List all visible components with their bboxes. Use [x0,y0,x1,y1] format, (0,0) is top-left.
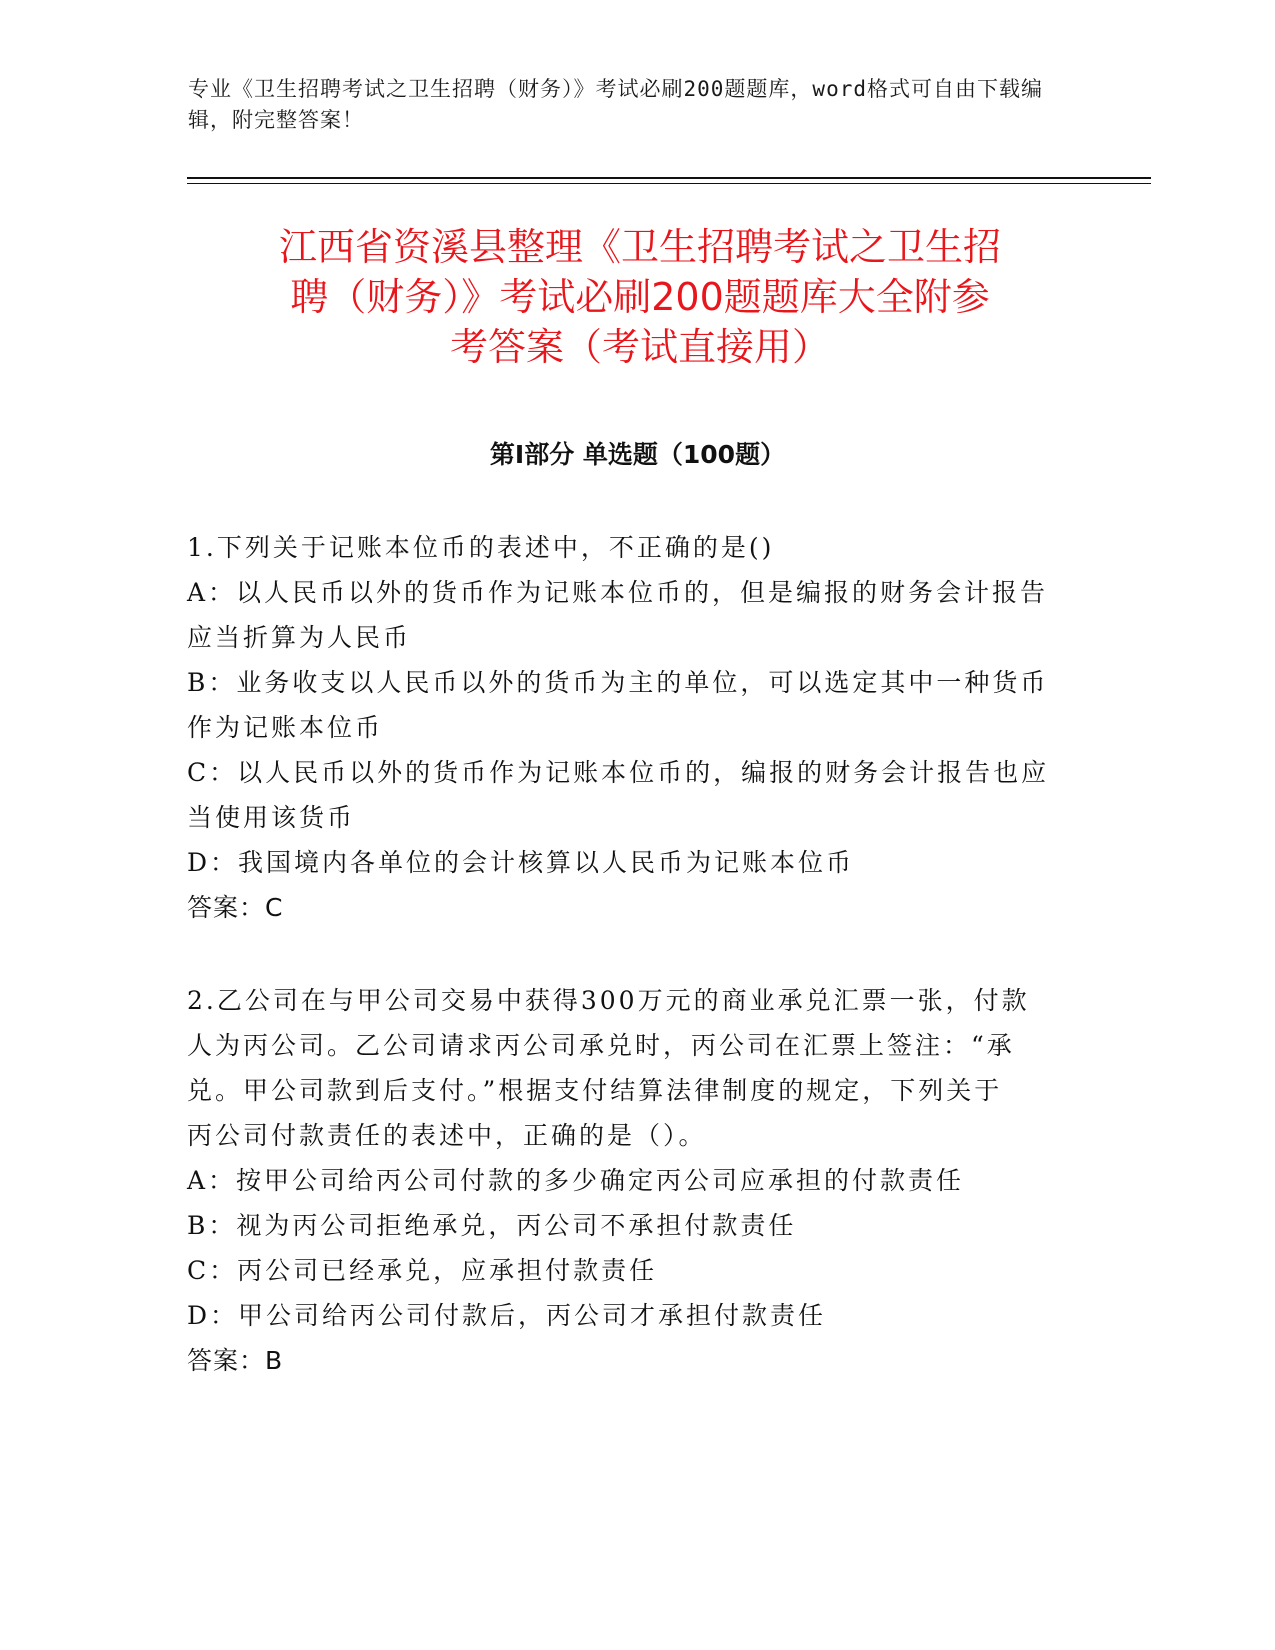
section-heading: 第Ⅰ部分 单选题（100题） [489,440,786,469]
answer-line: 答案：B [187,1346,284,1375]
question-stem-continued: 人为丙公司。乙公司请求丙公司承兑时，丙公司在汇票上签注：“承 [187,1031,1015,1060]
header-divider-thick [187,177,1151,179]
answer-line: 答案：C [187,893,284,922]
option-d: D：我国境内各单位的会计核算以人民币为记账本位币 [187,848,855,877]
question-2 [187,978,1067,1383]
title-line-1: 江西省资溪县整理《卫生招聘考试之卫生招 [278,225,1001,269]
question-1 [187,525,1067,930]
option-b: B：业务收支以人民币以外的货币为主的单位，可以选定其中一种货币 [187,668,1049,697]
document-title [190,222,1090,372]
option-c-continued: 当使用该货币 [187,803,356,832]
title-line-3: 考答案（考试直接用） [449,325,830,369]
title-line-2: 聘（财务）》考试必刷200题题库大全附参 [290,275,990,319]
question-stem-continued: 兑。甲公司款到后支付。”根据支付结算法律制度的规定，下列关于 [187,1076,1003,1105]
header-note: 专业《卫生招聘考试之卫生招聘（财务）》考试必刷200题题库，word格式可自由下载编辑，附完整答案！ [188,77,1043,132]
option-a: A：按甲公司给丙公司付款的多少确定丙公司应承担的付款责任 [187,1166,965,1195]
option-a-continued: 应当折算为人民币 [187,623,412,652]
option-c: C：以人民币以外的货币作为记账本位币的，编报的财务会计报告也应 [187,758,1050,787]
option-b-continued: 作为记账本位币 [187,713,384,742]
option-d: D：甲公司给丙公司付款后，丙公司才承担付款责任 [187,1301,827,1330]
question-stem-continued: 丙公司付款责任的表述中，正确的是（）。 [187,1121,707,1150]
option-a: A：以人民币以外的货币作为记账本位币的，但是编报的财务会计报告 [187,578,1049,607]
question-stem: 2.乙公司在与甲公司交易中获得300万元的商业承兑汇票一张，付款 [187,986,1030,1015]
question-stem: 1.下列关于记账本位币的表述中，不正确的是() [187,533,775,562]
header-divider-thin [187,183,1151,184]
option-c: C：丙公司已经承兑，应承担付款责任 [187,1256,658,1285]
option-b: B：视为丙公司拒绝承兑，丙公司不承担付款责任 [187,1211,797,1240]
